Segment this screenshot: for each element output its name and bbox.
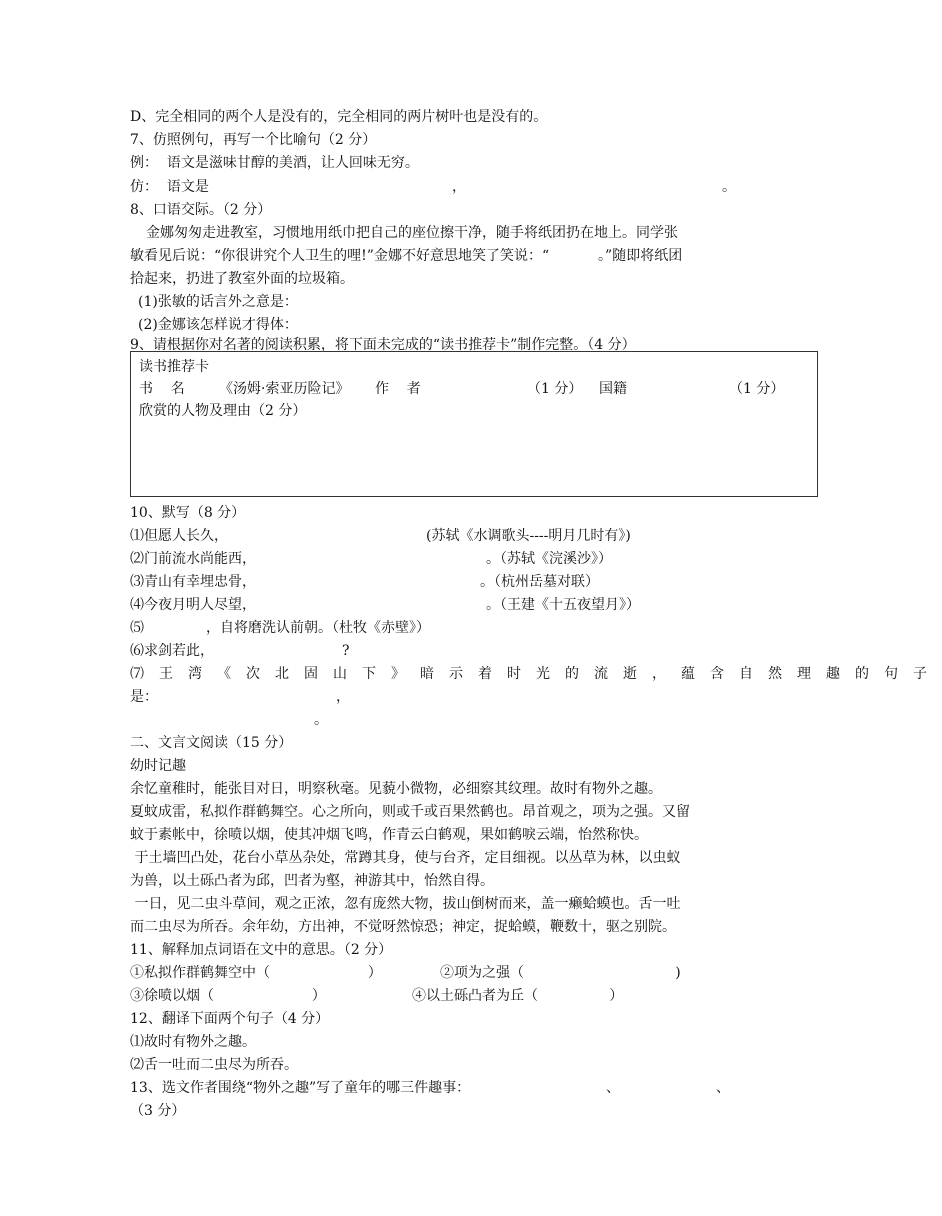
passage-title: 幼时记趣 xyxy=(130,758,186,774)
q12-sentence2: ⑵舌一吐而二虫尽为所吞。 xyxy=(130,1057,298,1073)
q13-sep2: 、 xyxy=(716,1080,730,1096)
card-book-label: 书 名 xyxy=(139,381,185,397)
q12-title: 12、翻译下面两个句子（4 分） xyxy=(130,1011,330,1027)
recommend-card xyxy=(130,351,818,497)
q10-line4-start: ⑷今夜月明人尽望， xyxy=(130,597,256,613)
q11-item4: ④以土砾凸者为丘（ ） xyxy=(412,988,624,1004)
q10-line2-source: 。（苏轼《浣溪沙》） xyxy=(486,551,612,567)
q10-line6-end: ? xyxy=(342,643,350,659)
q10-line4-source: 。（王建《十五夜望月》） xyxy=(486,597,640,613)
card-reason-label: 欣赏的人物及理由（2 分） xyxy=(139,403,307,419)
q8-title: 8、口语交际。（2 分） xyxy=(130,202,272,218)
card-nation-label: 国籍 xyxy=(599,381,627,397)
q11-item3: ③徐喷以烟（ ） xyxy=(130,988,326,1004)
q7-imitate: 仿： 语文是 xyxy=(130,179,209,195)
card-book-value: 《汤姆·索亚历险记》 xyxy=(219,381,350,397)
q9-title: 9、请根据你对名著的阅读积累，将下面未完成的“读书推荐卡”制作完整。（4 分） xyxy=(130,337,636,353)
passage-p2b: 蚊于素帐中，徐喷以烟，使其冲烟飞鸣，作青云白鹤观，果如鹤唳云端，怡然称快。 xyxy=(130,827,648,843)
q10-line7: ⑺王湾《次北固山下》暗示着时光的流逝，蕴含自然理趣的句子 xyxy=(130,666,942,682)
q10-line1-start: ⑴但愿人长久， xyxy=(130,528,228,544)
q7-period: 。 xyxy=(722,179,736,195)
q7-comma: ， xyxy=(452,179,466,195)
passage-p1: 余忆童稚时，能张目对日，明察秋毫。见藐小微物，必细察其纹理。故时有物外之趣。 xyxy=(130,781,662,797)
q10-line3-start: ⑶青山有幸埋忠骨， xyxy=(130,574,256,590)
q10-line7-is: 是： xyxy=(130,689,158,705)
card-author-score: （1 分） xyxy=(527,381,583,397)
q13-score: （3 分） xyxy=(130,1103,186,1119)
q10-line1-source: (苏轼《水调歌头----明月几时有》) xyxy=(426,528,631,544)
q11-item2: ②项为之强（ ) xyxy=(440,965,681,981)
option-d: D、完全相同的两个人是没有的，完全相同的两片树叶也是没有的。 xyxy=(130,109,548,125)
passage-p4a: 一日，见二虫斗草间，观之正浓，忽有庞然大物，拔山倒树而来，盖一癞蛤蟆也。舌一吐 xyxy=(130,896,681,912)
card-author-label: 作 者 xyxy=(375,381,421,397)
q10-title: 10、默写（8 分） xyxy=(130,505,246,521)
q8-sub2: (2)金娜该怎样说才得体： xyxy=(138,317,298,333)
q10-line7-comma: ， xyxy=(336,689,350,705)
q8-paragraph-line2: 敏看见后说：“你很讲究个人卫生的哩!”金娜不好意思地笑了笑说：“ 。”随即将纸团 xyxy=(130,248,683,264)
q8-paragraph-line3: 拾起来，扔进了教室外面的垃圾箱。 xyxy=(130,271,354,287)
passage-p2a: 夏蚊成雷，私拟作群鹤舞空。心之所向，则或千或百果然鹤也。昂首观之，项为之强。又留 xyxy=(130,804,690,820)
card-nation-score: （1 分） xyxy=(729,381,785,397)
q10-line7-period: 。 xyxy=(314,712,328,728)
q12-sentence1: ⑴故时有物外之趣。 xyxy=(130,1034,256,1050)
q10-line5-rest: ，自将磨洗认前朝。（杜牧《赤壁》） xyxy=(206,620,430,636)
q11-item1: ①私拟作群鹤舞空中（ ） xyxy=(130,965,382,981)
q7-title: 7、仿照例句，再写一个比喻句（2 分） xyxy=(130,132,377,148)
passage-p4b: 而二虫尽为所吞。余年幼，方出神，不觉呀然惊恐；神定，捉蛤蟆，鞭数十，驱之别院。 xyxy=(130,919,676,935)
passage-p3a: 于土墙凹凸处，花台小草丛杂处，常蹲其身，使与台齐，定目细视。以丛草为林，以虫蚁 xyxy=(130,850,681,866)
q11-title: 11、解释加点词语在文中的意思。（2 分） xyxy=(130,942,393,958)
q8-paragraph-line1: 金娜匆匆走进教室，习惯地用纸巾把自己的座位擦干净，随手将纸团扔在地上。同学张 xyxy=(146,225,678,241)
q7-example: 例： 语文是滋味甘醇的美酒，让人回味无穷。 xyxy=(130,155,419,171)
q10-line6-start: ⑹求剑若此， xyxy=(130,643,214,659)
q13-text: 13、选文作者围绕“物外之趣”写了童年的哪三件趣事： xyxy=(130,1080,471,1096)
section2-title: 二、文言文阅读（15 分） xyxy=(130,735,293,751)
q10-line3-source: 。（杭州岳墓对联） xyxy=(480,574,599,590)
q8-sub1: (1)张敏的话言外之意是： xyxy=(138,294,298,310)
passage-p3b: 为兽，以土砾凸者为邱，凹者为壑，神游其中，怡然自得。 xyxy=(130,873,494,889)
q10-line5-start: ⑸ xyxy=(130,620,144,636)
card-heading: 读书推荐卡 xyxy=(139,359,209,375)
q10-line2-start: ⑵门前流水尚能西， xyxy=(130,551,256,567)
q13-sep1: 、 xyxy=(606,1080,620,1096)
